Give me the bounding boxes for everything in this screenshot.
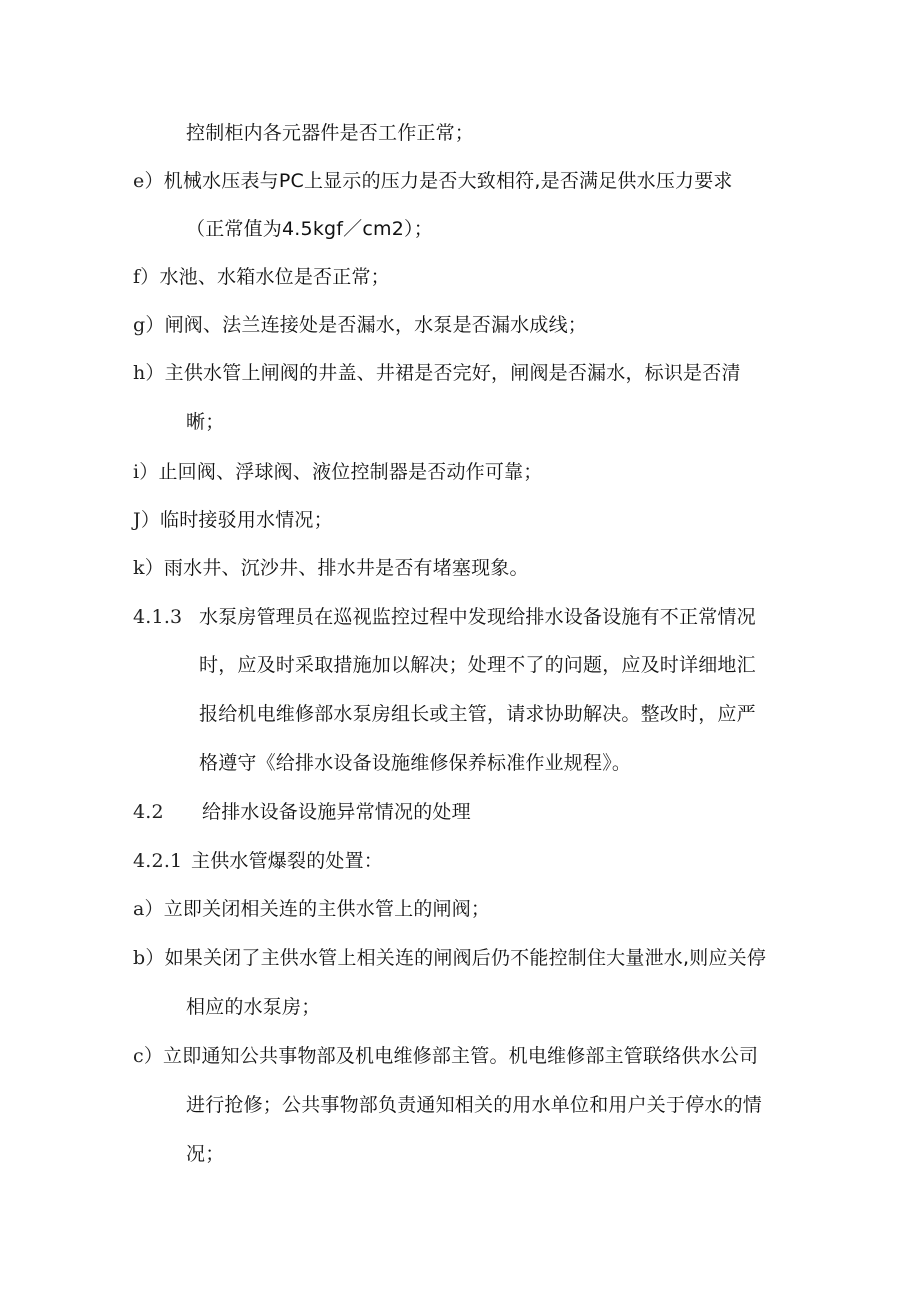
line-text: 格遵守《给排水设备设施维修保养标准作业规程》。 — [199, 752, 632, 774]
section-number: 4.2 — [133, 801, 164, 823]
list-item-h — [133, 360, 741, 386]
line-text: 水池、水箱水位是否正常； — [159, 266, 390, 288]
line-text: 进行抢修；公共事物部负责通知相关的用水单位和用户关于停水的情 — [186, 1094, 763, 1116]
text-line — [199, 652, 756, 678]
list-item-e — [133, 168, 733, 194]
line-text: 主供水管上闸阀的井盖、井裙是否完好，闸阀是否漏水，标识是否清 — [164, 362, 741, 384]
line-text: 况； — [186, 1143, 225, 1165]
line-text: 报给机电维修部水泵房组长或主管，请求协助解决。整改时，应严 — [199, 703, 756, 725]
text-line — [186, 216, 433, 242]
list-item-f — [133, 264, 390, 290]
line-text: 如果关闭了主供水管上相关连的闸阀后仍不能控制住大量泄水,则应关停 — [164, 947, 767, 969]
list-item-c — [133, 1043, 758, 1069]
text-line — [199, 701, 756, 727]
line-text: 晰； — [186, 411, 225, 433]
line-text: 给排水设备设施异常情况的处理 — [202, 801, 471, 823]
list-item-a — [133, 896, 490, 922]
list-item-b — [133, 945, 766, 971]
list-marker: g） — [133, 314, 165, 336]
text-line — [186, 1092, 762, 1118]
text-line — [186, 1141, 224, 1167]
line-text: 雨水井、沉沙井、排水井是否有堵塞现象。 — [163, 557, 529, 579]
line-text: 主供水管爆裂的处置： — [191, 850, 384, 872]
text-line — [186, 994, 320, 1020]
text-line — [199, 750, 631, 776]
list-marker: a） — [133, 898, 164, 920]
list-item-j — [133, 507, 333, 533]
list-marker: h） — [133, 362, 165, 384]
list-marker: f） — [133, 266, 160, 288]
text-line — [186, 409, 224, 435]
line-text: 时，应及时采取措施加以解决；处理不了的问题，应及时详细地汇 — [199, 654, 756, 676]
list-marker: c） — [133, 1045, 164, 1067]
section-number: 4.2.1 — [133, 850, 183, 872]
list-marker: b） — [133, 947, 165, 969]
list-marker: k） — [133, 557, 164, 579]
line-text: 机械水压表与PC上显示的压力是否大致相符,是否满足供水压力要求 — [163, 170, 733, 192]
line-text: 立即通知公共事物部及机电维修部主管。机电维修部主管联络供水公司 — [163, 1045, 759, 1067]
section-4-1-3 — [133, 604, 756, 630]
list-marker: J） — [133, 509, 161, 531]
line-text: 临时接驳用水情况； — [160, 509, 333, 531]
list-item-i — [133, 459, 543, 485]
section-4-2-heading — [133, 799, 471, 825]
list-item-k — [133, 555, 529, 581]
list-marker: i） — [133, 461, 159, 483]
list-item-g — [133, 312, 587, 338]
section-number: 4.1.3 — [133, 606, 183, 628]
line-text: 相应的水泵房； — [186, 996, 321, 1018]
line-text: 立即关闭相关连的主供水管上的闸阀； — [163, 898, 491, 920]
line-text: 控制柜内各元器件是否工作正常； — [186, 122, 475, 144]
section-4-2-1 — [133, 848, 383, 874]
text-line — [186, 120, 474, 146]
line-text: 水泵房管理员在巡视监控过程中发现给排水设备设施有不正常情况 — [199, 606, 756, 628]
line-text: （正常值为4.5kgf／cm2）； — [186, 218, 433, 240]
line-text: 止回阀、浮球阀、液位控制器是否动作可靠； — [158, 461, 543, 483]
list-marker: e） — [133, 170, 164, 192]
line-text: 闸阀、法兰连接处是否漏水，水泵是否漏水成线； — [164, 314, 587, 336]
